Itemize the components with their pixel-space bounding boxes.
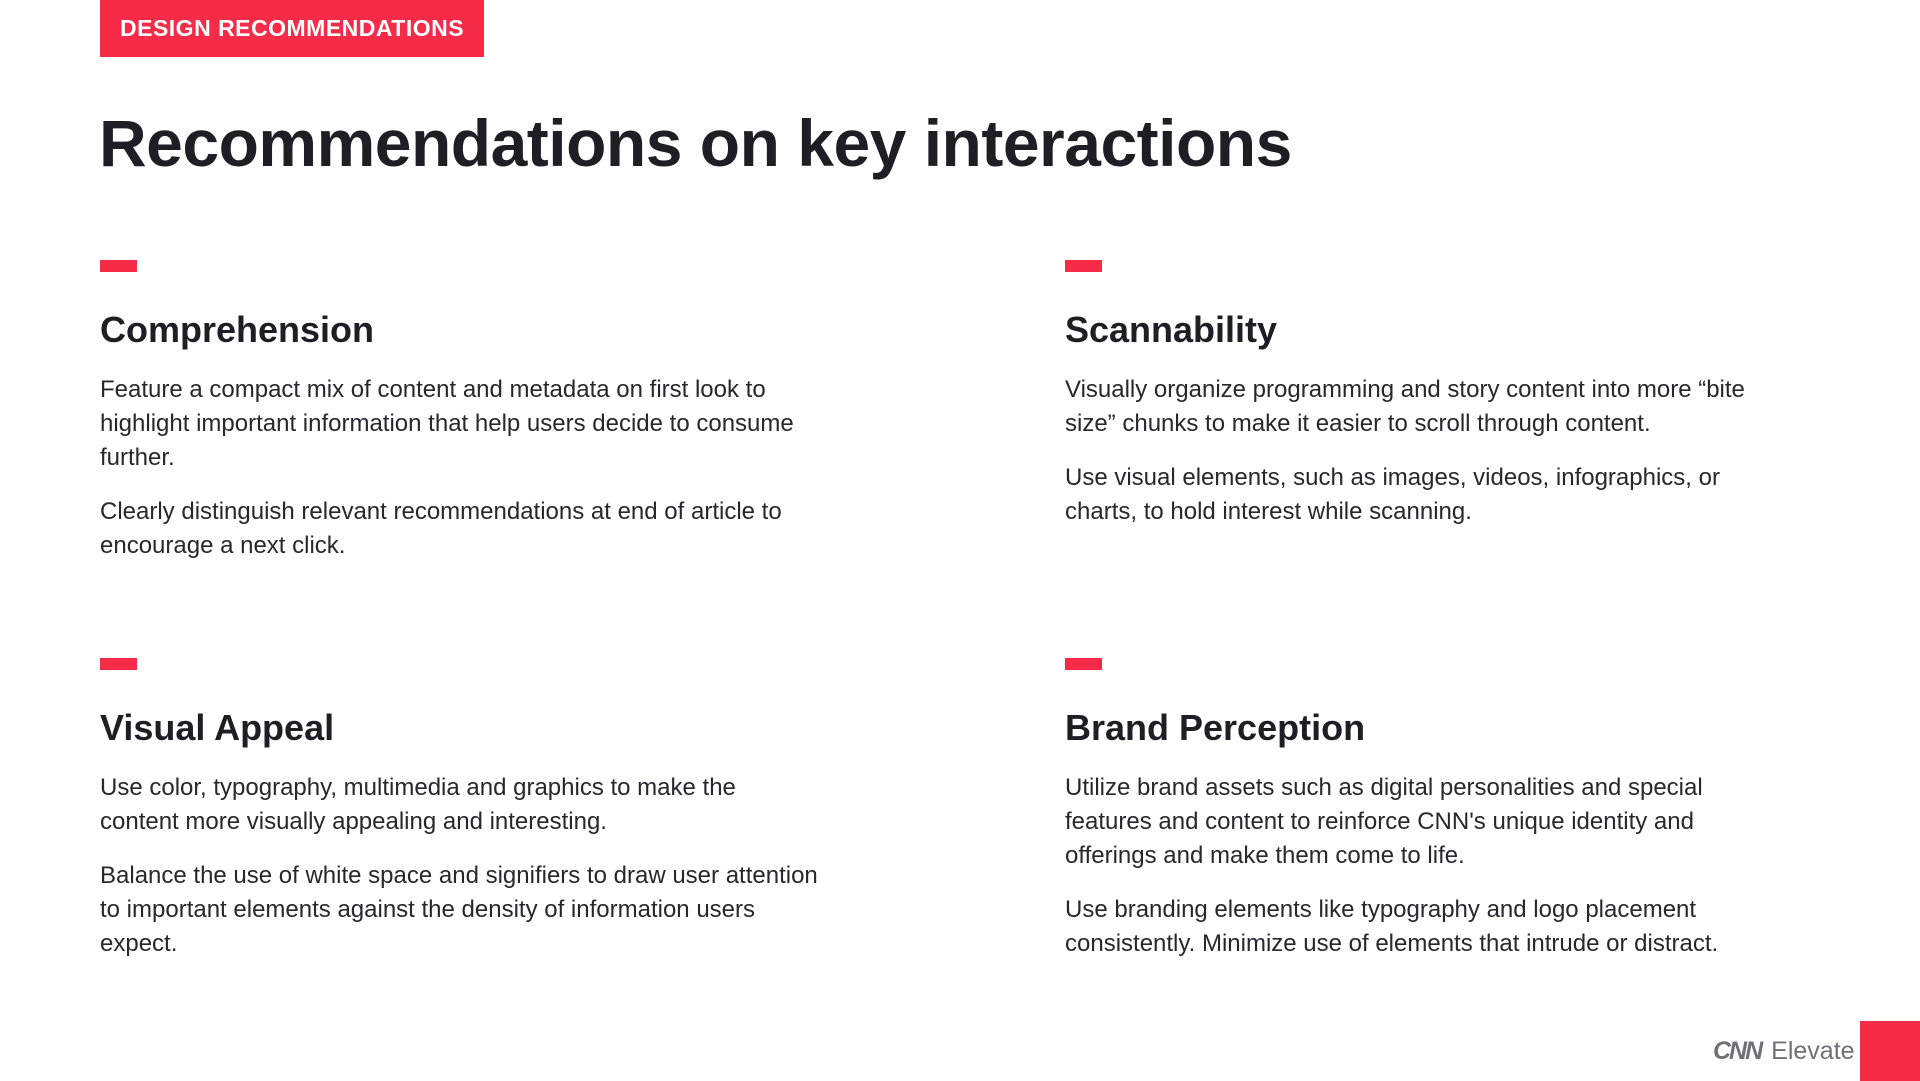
logo-text: Elevate — [1771, 1036, 1855, 1065]
page-title: Recommendations on key interactions — [99, 106, 1292, 180]
corner-accent-block — [1860, 1021, 1920, 1081]
section-paragraph: Use branding elements like typography and logo placement consistently. Minimize use of elements that intrude or distract. — [1065, 896, 1719, 957]
section-heading: Comprehension — [100, 309, 375, 350]
section-brand-perception — [1065, 658, 1785, 961]
section-tag: DESIGN RECOMMENDATIONS — [100, 0, 484, 57]
section-paragraph: Clearly distinguish relevant recommendations at end of article to encourage a next click. — [100, 498, 782, 559]
section-heading: Scannability — [1065, 309, 1278, 350]
section-scannability — [1065, 260, 1785, 529]
red-dash-icon — [100, 260, 137, 272]
red-dash-icon — [1065, 260, 1102, 272]
section-paragraph: Utilize brand assets such as digital personalities and special features and content to reinforce CNN's unique identity and offerings and make them come to life. — [1065, 774, 1703, 869]
red-dash-icon — [1065, 658, 1102, 670]
red-dash-icon — [100, 658, 137, 670]
cnn-logo-icon: CNN — [1713, 1036, 1762, 1065]
section-heading: Visual Appeal — [100, 707, 335, 748]
cnn-elevate-logo — [1713, 1036, 1855, 1066]
section-paragraph: Feature a compact mix of content and metadata on first look to highlight important information that help users decide to consume further. — [100, 376, 794, 471]
section-heading: Brand Perception — [1065, 707, 1366, 748]
section-visual-appeal — [100, 658, 820, 961]
section-paragraph: Balance the use of white space and signifiers to draw user attention to important elements against the density of information users expect. — [100, 862, 818, 957]
section-paragraph: Use color, typography, multimedia and graphics to make the content more visually appealing and interesting. — [100, 774, 736, 835]
section-paragraph: Use visual elements, such as images, videos, infographics, or charts, to hold interest while scanning. — [1065, 464, 1720, 525]
section-paragraph: Visually organize programming and story content into more “bite size” chunks to make it easier to scroll through content. — [1065, 376, 1745, 437]
section-comprehension — [100, 260, 820, 563]
